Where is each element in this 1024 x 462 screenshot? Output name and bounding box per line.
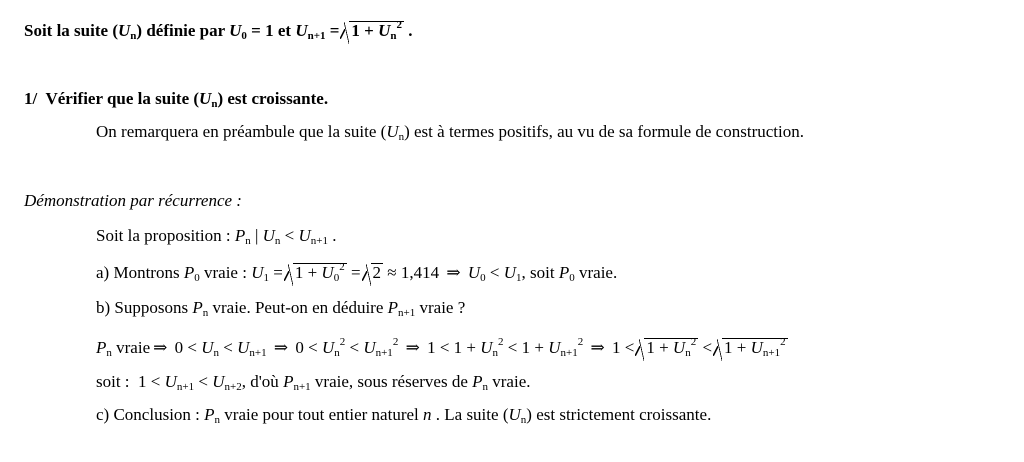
intro-defined-by: définie par [146,21,225,40]
proposition-line: Soit la proposition : $P_n$ | $U_n < U_{n+1}$ . [96,226,337,247]
intro-and: et [277,21,292,40]
implication-chain: $P_n$ vraie ⇒ $0 < U_n < U_{n+1}$ ⇒ $0 < U_n^2 < U_{n+1}^2$ ⇒ $1 < 1 + U_n^2 < 1 + U_{n+1}^2$ ⇒ $1 < 1 + U_n^2 < 1 + U_{n+1}^2$ [96,336,786,359]
step-b-heredity: b) Supposons $P_n$ vraie. Peut-on en déduire $P_{n+1}$ vraie ? [96,298,466,319]
step-a-initialisation: a) Montrons $P_0$ vraie : $U_1 = 1 + U_0^2 = 2 \approx 1,414$ ⇒ $U_0 < U_1$, soit $P_0$ vraie. [96,261,618,284]
remark-positive-terms: On remarquera en préambule que la suite $(U_n)$ est à termes positifs, au vu de sa formule de construction. [96,122,804,143]
question-1-title: 1/ Vérifier que la suite $(U_n)$ est croissante. [24,89,329,110]
sequence-definition: Soit la suite $(U_n)$ définie par $U_0 = 1$ et $U_{n+1} = 1 + U_n^2$ . [24,19,413,42]
step-c-conclusion: c) Conclusion : $P_n$ vraie pour tout entier naturel n . La suite $(U_n)$ est strictement croissante. [96,405,712,426]
sqrt-formula: $1 + U_n^2$ [340,21,404,41]
question-number: 1/ [24,89,38,108]
demonstration-heading: Démonstration par récurrence : [24,191,242,210]
heredity-conclusion: soit : $1 < U_{n+1} < U_{n+2}$, d'où $P_{n+1}$ vraie, sous réserves de $P_n$ vraie. [96,372,531,393]
intro-lead: Soit la suite [24,21,109,40]
approx-value: 1,414 [400,263,440,282]
